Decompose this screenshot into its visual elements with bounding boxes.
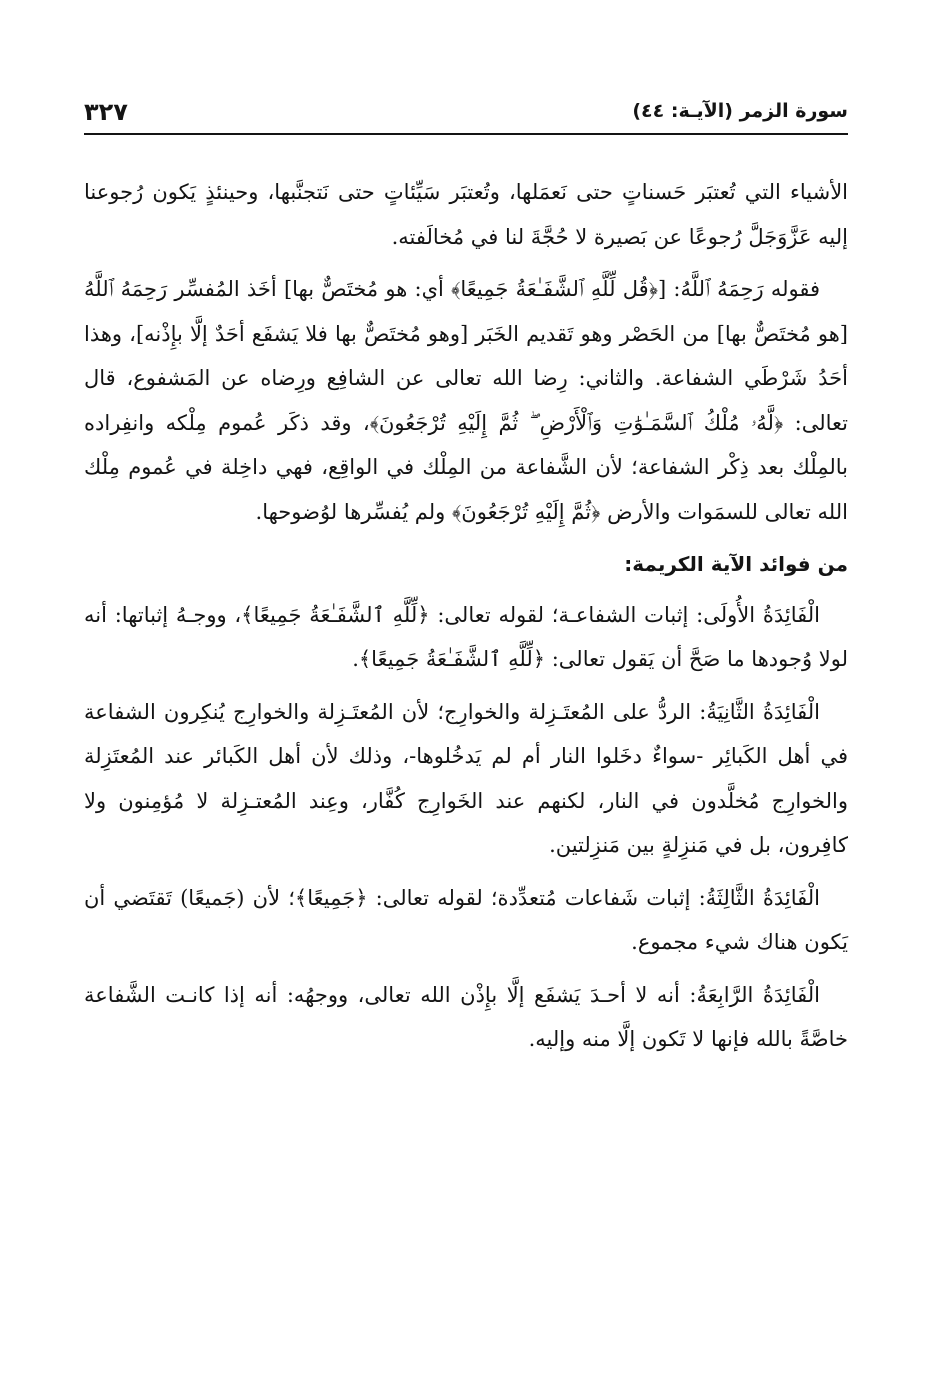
benefit-paragraph-4: الْفَائِدَةُ الرَّابِعَةُ: أنه لا أحـدَ يَشفَع إلَّا بإِذْن الله تعالى، ووجهُه: أنه إذا كانـت الشَّفاعة خاصَّةً بالله فإنها لا تَكون إلَّا منه وإليه.: [84, 982, 848, 1051]
benefit-paragraph-1: الْفَائِدَةُ الأُولَى: إثبات الشفاعـة؛ لقوله تعالى: ﴿لِّلَّهِ ٱلشَّفَـٰعَةُ جَمِيعًا﴾، ووجـهُ إثباتها: أنه لولا وُجودها ما صَحَّ أن يَقول تعالى: ﴿لِّلَّهِ ٱلشَّفَـٰعَةُ جَمِيعًا﴾.: [84, 602, 848, 671]
benefit-paragraph-2: الْفَائِدَةُ الثَّانِيَةُ: الردُّ على المُعتَـزِلة والخوارِج؛ لأن المُعتَـزِلة والخوارِج يُنكِرون الشفاعة في أهل الكَبائِر -سواءٌ دخَلوا النار أم لم يَدخُلوها-، وذلك لأن أهل الكَبائر عند المُعتَزِلة والخوارِج مُخلَّدون في النار، لكنهم عند الخَوارِج كُفَّار، وعِند المُعتـزِلة لا مُؤمِنون ولا كافِرون، بل في مَنزِلةٍ بين مَنزِلتين.: [84, 699, 848, 857]
page-body: [84, 170, 848, 1070]
benefit-paragraph-3: الْفَائِدَةُ الثَّالِثَةُ: إثبات شَفاعات مُتعدِّدة؛ لقوله تعالى: ﴿جَمِيعًا﴾؛ لأن (جَميعًا) تَقتَضي أن يَكون هناك شيء مجموع.: [84, 885, 848, 954]
page-number: ٣٢٧: [84, 98, 128, 126]
paragraph-continuation: الأشياء التي تُعتبَر حَسناتٍ حتى نَعمَلها، وتُعتبَر سَيِّئاتٍ حتى نَتجنَّبها، وحينئذٍ يَكون رُجوعنا إليه عَزَّوَجَلَّ رُجوعًا عن بَصيرة لا حُجَّةَ لنا في مُخالَفته.: [84, 180, 848, 249]
running-title: سورة الزمر (الآيـة: ٤٤): [632, 100, 848, 122]
page-header: [84, 96, 848, 132]
paragraph-commentary: فقوله رَحِمَهُ ٱللَّهُ: [﴿قُل لِّلَّهِ ٱلشَّفَـٰعَةُ جَمِيعًا﴾ أي: هو مُختَصٌّ بها] أخَذ المُفسِّر رَحِمَهُ ٱللَّهُ [هو مُختَصٌّ بها] من الحَصْر وهو تَقديم الخَبَر [وهو مُختَصٌّ بها فلا يَشفَع أحَدٌ إلَّا بإِذْنه]، وهذا أحَدُ شَرْطَي الشفاعة. والثاني: رِضا الله تعالى عن الشافِع ورِضاه عن المَشفوع، قال تعالى: ﴿لَّهُۥ مُلْكُ ٱلسَّمَـٰوَٰتِ وَٱلْأَرْضِ ۖ ثُمَّ إِلَيْهِ تُرْجَعُونَ﴾، وقد ذكَر عُموم مِلْكه وانفِراده بالمِلْك بعد ذِكْر الشفاعة؛ لأن الشَّفاعة من المِلْك في الواقِع، فهي داخِلة في عُموم مِلْك الله تعالى للسمَوات والأرض ﴿ثُمَّ إِلَيْهِ تُرْجَعُونَ﴾ ولم يُفسِّرها لوُضوحها.: [84, 277, 848, 524]
header-divider: [84, 133, 848, 135]
section-heading: من فوائد الآية الكريمة:: [624, 552, 848, 576]
